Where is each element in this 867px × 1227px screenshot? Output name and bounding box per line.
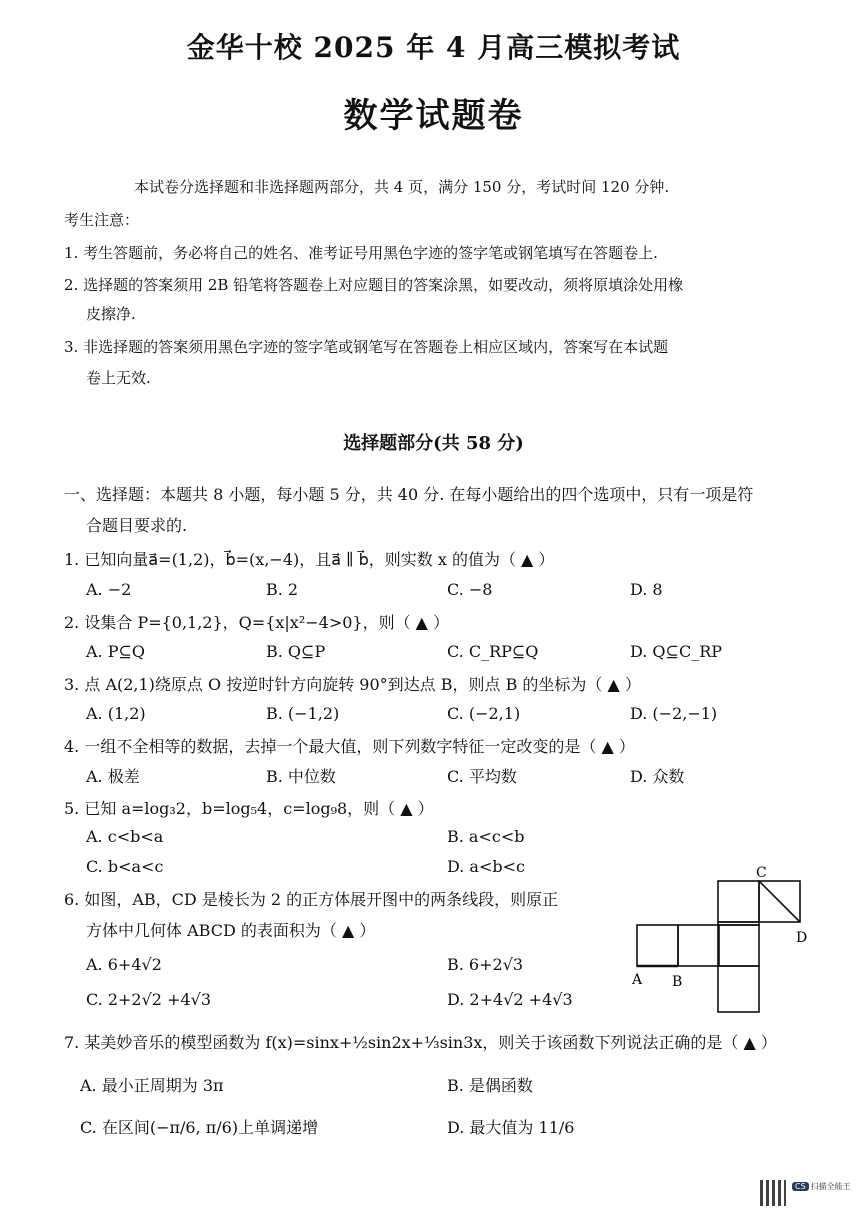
notice-item: 2. 选择题的答案须用 2B 铅笔将答题卷上对应题目的答案涂黑，如要改动，须将原填涂处用橡 <box>64 276 684 294</box>
cube-net-figure <box>628 860 818 1020</box>
scanner-logo: CS <box>792 1182 809 1191</box>
segment-cd <box>759 881 800 922</box>
option: B. Q⊆P <box>266 642 326 661</box>
option: D. Q⊆C_RP <box>630 642 723 661</box>
option: A. 极差 <box>86 767 140 786</box>
part-heading-cont: 合题目要求的. <box>86 516 188 535</box>
question-1-stem: 1. 已知向量a⃗=(1,2)，b⃗=(x,−4)，且a⃗ ∥ b⃗，则实数 x 的值为（ ▲ ） <box>64 550 555 569</box>
option: C. −8 <box>447 580 493 599</box>
notice-item: 1. 考生答题前，务必将自己的姓名、准考证号用黑色字迹的签字笔或钢笔填写在答题卷上. <box>64 244 658 262</box>
label-b: B <box>672 974 683 990</box>
question-2-stem: 2. 设集合 P={0,1,2}，Q={x|x²−4>0}，则（ ▲ ） <box>64 613 450 632</box>
question-6-stem: 6. 如图，AB，CD 是棱长为 2 的正方体展开图中的两条线段，则原正 <box>64 890 559 909</box>
option: B. 中位数 <box>266 767 336 786</box>
option: A. (1,2) <box>86 704 146 723</box>
option: D. 8 <box>630 580 663 599</box>
label-d: D <box>796 930 808 946</box>
exam-title: 金华十校 2025 年 4 月高三模拟考试 <box>186 31 681 64</box>
option: D. (−2,−1) <box>630 704 718 723</box>
option: B. 是偶函数 <box>447 1076 533 1095</box>
question-6-stem-cont: 方体中几何体 ABCD 的表面积为（ ▲ ） <box>86 921 376 940</box>
option: A. c<b<a <box>86 827 164 846</box>
option: D. 众数 <box>630 767 685 786</box>
section-title: 选择题部分(共 58 分) <box>343 433 524 454</box>
option: D. 2+4√2 +4√3 <box>447 990 573 1009</box>
option: C. 平均数 <box>447 767 517 786</box>
label-a: A <box>632 972 643 988</box>
option: B. 6+2√3 <box>447 955 524 974</box>
option: D. 最大值为 11/6 <box>447 1118 575 1137</box>
question-7-stem: 7. 某美妙音乐的模型函数为 f(x)=sinx+½sin2x+⅓sin3x，则关于该函数下列说法正确的是（ ▲ ） <box>64 1033 777 1052</box>
notice-item-cont: 卷上无效. <box>86 369 151 387</box>
option: D. a<b<c <box>447 857 525 876</box>
option: B. (−1,2) <box>266 704 340 723</box>
option: C. b<a<c <box>86 857 164 876</box>
question-4-stem: 4. 一组不全相等的数据，去掉一个最大值，则下列数字特征一定改变的是（ ▲ ） <box>64 737 635 756</box>
question-5-stem: 5. 已知 a=log₃2，b=log₅4，c=log₉8，则（ ▲ ） <box>64 799 434 818</box>
scanner-text: 扫描全能王 <box>810 1182 851 1191</box>
part-heading: 一、选择题：本题共 8 小题，每小题 5 分，共 40 分. 在每小题给出的四个选项中，只有一项是符 <box>64 485 754 504</box>
question-3-stem: 3. 点 A(2,1)绕原点 O 按逆时针方向旋转 90°到达点 B，则点 B 的坐标为（ ▲ ） <box>64 675 641 694</box>
scanner-watermark <box>792 1181 851 1192</box>
option: B. 2 <box>266 580 299 599</box>
label-c: C <box>756 865 767 881</box>
option: C. 在区间(−π/6, π/6)上单调递增 <box>80 1118 319 1137</box>
option: A. P⊆Q <box>86 642 146 661</box>
option: C. (−2,1) <box>447 704 521 723</box>
option: A. −2 <box>86 580 132 599</box>
option: B. a<c<b <box>447 827 525 846</box>
option: A. 6+4√2 <box>86 955 162 974</box>
paper-title: 数学试题卷 <box>343 96 524 136</box>
option: C. C_RP⊆Q <box>447 642 539 661</box>
notice-item: 3. 非选择题的答案须用黑色字迹的签字笔或钢笔写在答题卷上相应区域内，答案写在本试题 <box>64 338 669 356</box>
notice-item-cont: 皮擦净. <box>86 305 136 323</box>
notice-heading: 考生注意： <box>64 211 140 229</box>
option: A. 最小正周期为 3π <box>80 1076 224 1095</box>
option: C. 2+2√2 +4√3 <box>86 990 212 1009</box>
qr-code-icon <box>760 1180 786 1206</box>
intro-text: 本试卷分选择题和非选择题两部分，共 4 页，满分 150 分，考试时间 120 分钟. <box>134 178 670 196</box>
